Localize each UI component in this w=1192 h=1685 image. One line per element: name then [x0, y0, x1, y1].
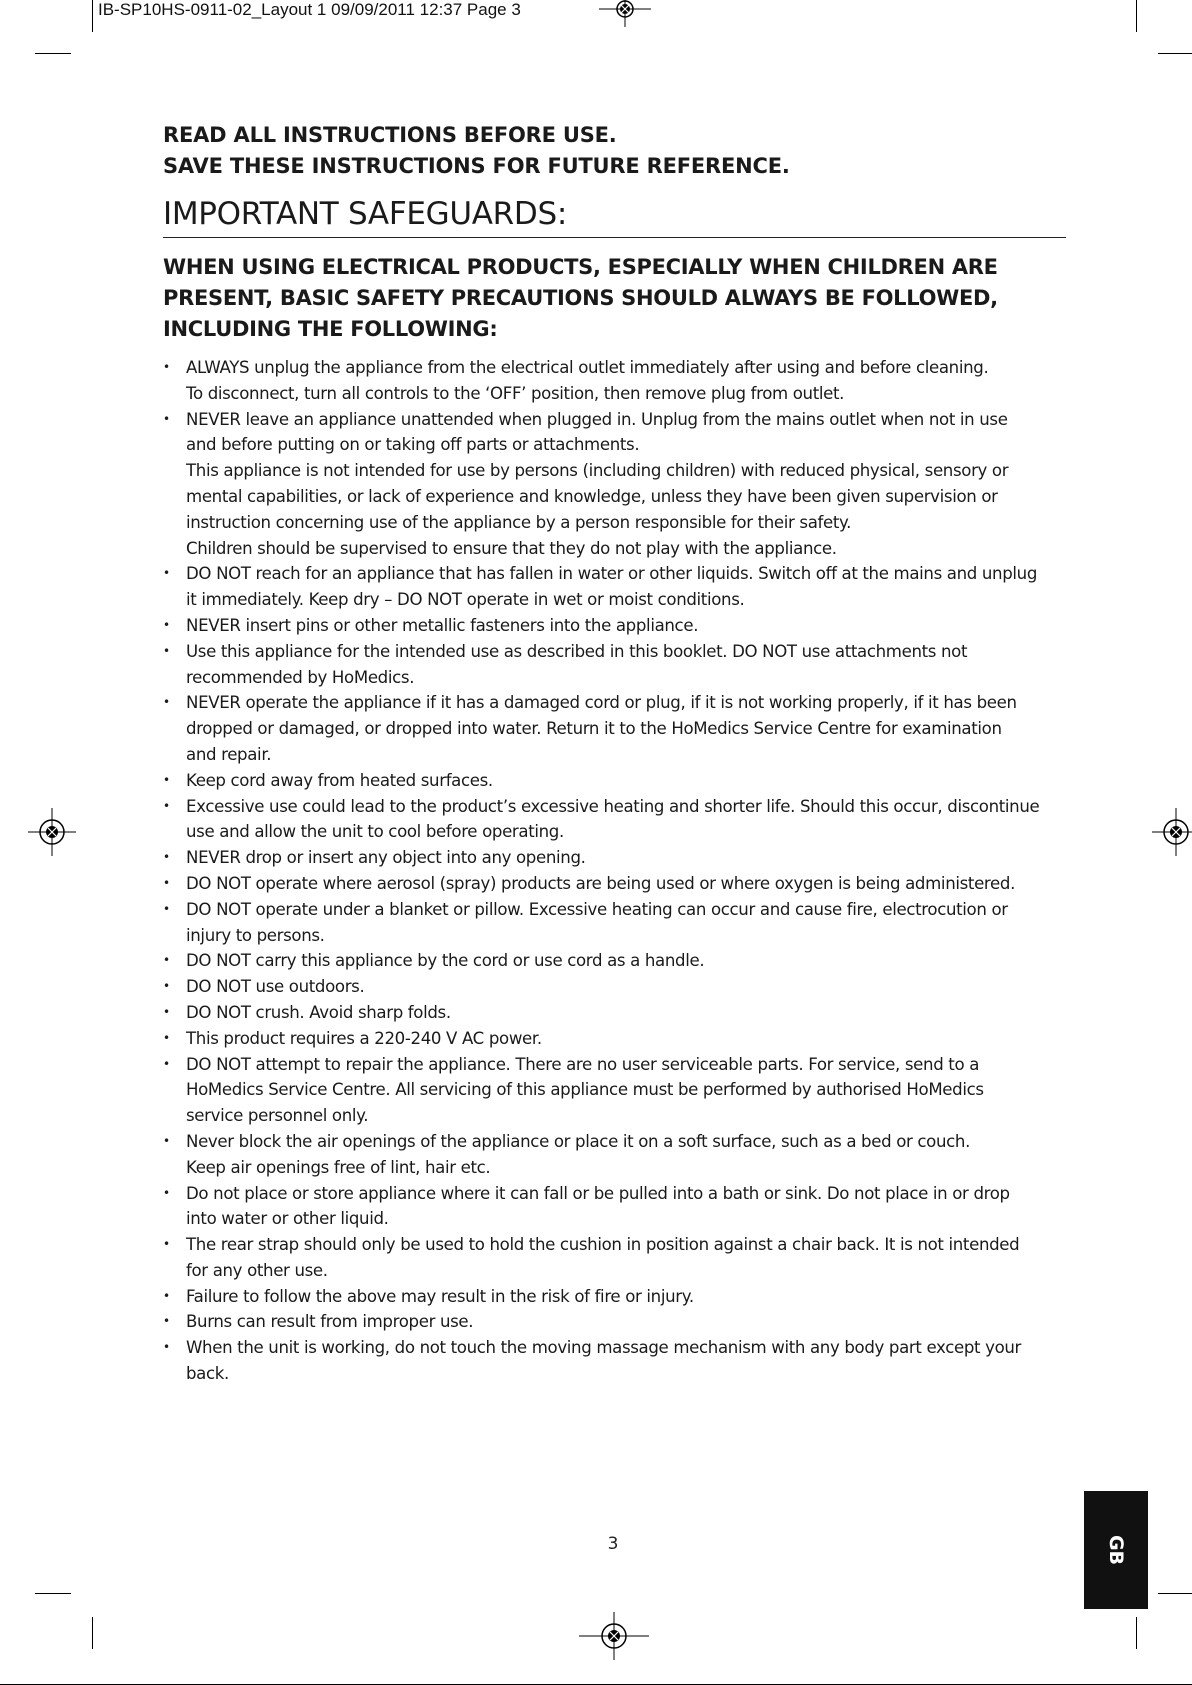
safeguard-item	[163, 1284, 1066, 1310]
safeguard-list	[163, 355, 1066, 1387]
safeguard-line: • NEVER leave an appliance unattended when plugged in. Unplug from the mains outlet when not in use	[186, 409, 1008, 429]
safeguard-line: • Never block the air openings of the appliance or place it on a soft surface, such as a bed or couch.	[186, 1131, 971, 1151]
safeguard-item	[163, 1309, 1066, 1335]
safeguard-line: • Use this appliance for the intended use as described in this booklet. DO NOT use attachments not	[186, 641, 968, 661]
safeguard-line: This appliance is not intended for use by persons (including children) with reduced physical, sensory or	[186, 461, 1009, 481]
page-title: IMPORTANT SAFEGUARDS:	[163, 194, 1066, 238]
safeguard-line: • This product requires a 220-240 V AC power.	[186, 1028, 542, 1048]
safeguard-line: back.	[186, 1364, 229, 1384]
crop-mark	[92, 0, 93, 32]
safeguard-item	[163, 1335, 1066, 1387]
warning-line: INCLUDING THE FOLLOWING:	[163, 317, 498, 341]
safeguard-line: HoMedics Service Centre. All servicing of this appliance must be performed by authorised HoMedics	[186, 1080, 984, 1100]
safeguard-line: • DO NOT carry this appliance by the cord or use cord as a handle.	[186, 951, 705, 971]
crop-mark	[1136, 0, 1137, 32]
safeguard-line: • DO NOT operate under a blanket or pillow. Excessive heating can occur and cause fire, electrocution or	[186, 899, 1008, 919]
safeguard-line: • Keep cord away from heated surfaces.	[186, 770, 493, 790]
safeguard-item	[163, 1181, 1066, 1233]
safeguard-line: for any other use.	[186, 1260, 328, 1280]
safeguard-line: instruction concerning use of the appliance by a person responsible for their safety.	[186, 512, 852, 532]
safeguard-line: • Do not place or store appliance where it can fall or be pulled into a bath or sink. Do not place in or drop	[186, 1183, 1010, 1203]
safeguard-line: and repair.	[186, 744, 272, 764]
safeguard-item	[163, 794, 1066, 846]
safeguard-line: service personnel only.	[186, 1106, 369, 1126]
safeguard-item	[163, 561, 1066, 613]
safeguard-item	[163, 355, 1066, 407]
safeguard-line: • DO NOT crush. Avoid sharp folds.	[186, 1002, 451, 1022]
safeguard-line: To disconnect, turn all controls to the ‘OFF’ position, then remove plug from outlet.	[186, 383, 845, 403]
safeguard-line: • The rear strap should only be used to hold the cushion in position against a chair back. It is not intended	[186, 1235, 1020, 1255]
safeguard-item	[163, 1129, 1066, 1181]
safeguard-item	[163, 948, 1066, 974]
registration-mark-icon	[599, 0, 651, 27]
safeguard-line: into water or other liquid.	[186, 1209, 389, 1229]
safeguard-item	[163, 1232, 1066, 1284]
safeguard-line: mental capabilities, or lack of experience and knowledge, unless they have been given supervision or	[186, 486, 998, 506]
safeguard-item	[163, 974, 1066, 1000]
save-instructions-line: SAVE THESE INSTRUCTIONS FOR FUTURE REFERENCE.	[163, 154, 790, 178]
safeguard-line: • Excessive use could lead to the product’s excessive heating and shorter life. Should this occur, discontinue	[186, 796, 1040, 816]
safeguard-line: • DO NOT attempt to repair the appliance. There are no user serviceable parts. For service, send to a	[186, 1054, 980, 1074]
safeguard-line: • ALWAYS unplug the appliance from the electrical outlet immediately after using and before cleaning.	[186, 358, 989, 377]
safeguard-item	[163, 1052, 1066, 1129]
safeguard-line: • When the unit is working, do not touch the moving massage mechanism with any body part except your	[186, 1338, 1022, 1358]
safeguard-line: dropped or damaged, or dropped into water. Return it to the HoMedics Service Centre for examination	[186, 719, 1002, 739]
crop-mark	[1158, 53, 1192, 54]
safeguard-line: recommended by HoMedics.	[186, 667, 415, 687]
safeguard-line: • DO NOT operate where aerosol (spray) products are being used or where oxygen is being administered.	[186, 873, 1016, 893]
crop-mark	[1136, 1617, 1137, 1649]
safeguard-item	[163, 1026, 1066, 1052]
read-instructions-line: READ ALL INSTRUCTIONS BEFORE USE.	[163, 123, 617, 147]
crop-mark	[1158, 1593, 1192, 1594]
safeguard-line: Keep air openings free of lint, hair etc.	[186, 1157, 491, 1177]
language-tab	[1084, 1491, 1148, 1609]
safeguard-item	[163, 871, 1066, 897]
print-slug: IB-SP10HS-0911-02_Layout 1 09/09/2011 12:37 Page 3	[98, 0, 521, 19]
safeguard-line: • Burns can result from improper use.	[186, 1312, 474, 1332]
safeguard-line: • Failure to follow the above may result in the risk of fire or injury.	[186, 1286, 694, 1306]
safety-warning-heading	[163, 252, 1066, 345]
safeguard-line: injury to persons.	[186, 925, 325, 945]
safeguard-line: • DO NOT use outdoors.	[186, 977, 365, 997]
safeguard-item	[163, 1000, 1066, 1026]
warning-line: WHEN USING ELECTRICAL PRODUCTS, ESPECIALLY WHEN CHILDREN ARE	[163, 255, 998, 279]
safeguard-item	[163, 845, 1066, 871]
crop-mark	[35, 1593, 71, 1594]
language-tab-label: GB	[1105, 1534, 1127, 1566]
registration-mark-icon	[1152, 808, 1192, 856]
safeguard-item	[163, 897, 1066, 949]
safeguard-item	[163, 768, 1066, 794]
safeguard-item	[163, 690, 1066, 767]
crop-mark	[35, 53, 71, 54]
safeguard-line: Children should be supervised to ensure that they do not play with the appliance.	[186, 538, 837, 558]
safeguards-document	[163, 120, 1066, 1387]
crop-mark	[92, 1617, 93, 1649]
safeguard-line: • NEVER drop or insert any object into any opening.	[186, 848, 586, 868]
safeguard-line: • DO NOT reach for an appliance that has fallen in water or other liquids. Switch off at the mains and unplug	[186, 564, 1038, 584]
safeguard-item	[163, 407, 1066, 562]
safeguard-item	[163, 639, 1066, 691]
safeguard-line: • NEVER insert pins or other metallic fasteners into the appliance.	[186, 615, 699, 635]
registration-mark-icon	[28, 808, 76, 856]
safeguard-line: and before putting on or taking off parts or attachments.	[186, 435, 640, 455]
safeguard-item	[163, 613, 1066, 639]
safeguard-line: use and allow the unit to cool before operating.	[186, 822, 564, 842]
safeguard-line: • NEVER operate the appliance if it has a damaged cord or plug, if it is not working properly, if it has been	[186, 693, 1017, 713]
registration-mark-icon	[579, 1612, 649, 1660]
warning-line: PRESENT, BASIC SAFETY PRECAUTIONS SHOULD ALWAYS BE FOLLOWED,	[163, 286, 998, 310]
page-number: 3	[607, 1534, 619, 1554]
safeguard-line: it immediately. Keep dry – DO NOT operate in wet or moist conditions.	[186, 590, 745, 610]
